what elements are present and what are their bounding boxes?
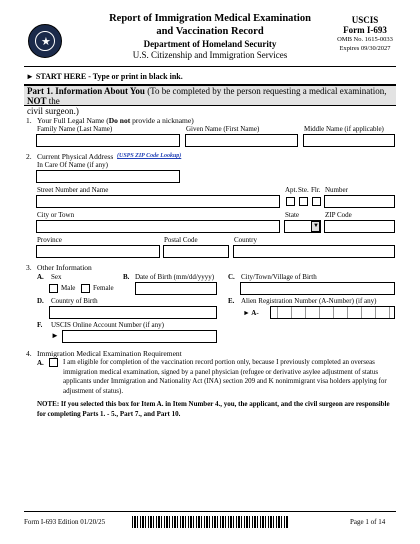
given-name-label: Given Name (First Name)	[186, 125, 260, 133]
vaccination-only-text: I am eligible for completion of the vaccination record portion only, because I previously completed an overseas immigration medical examination, signed by a panel physician (refugee or derivative asylee adjustment of status applicants under Immigration and Nationality Act (INA) section 209 and K nonimmigrant visa holders applying for adjustment of status).	[63, 358, 387, 395]
divider	[24, 66, 396, 67]
flr-checkbox[interactable]	[312, 197, 321, 206]
uscis-account-input[interactable]	[62, 330, 217, 343]
unit-number-input[interactable]	[324, 195, 395, 208]
digit-cell	[313, 307, 320, 319]
title-line-2: and Vaccination Record	[156, 26, 264, 37]
item3d-letter: D.	[37, 297, 44, 305]
a-number-label: Alien Registration Number (A-Number) (if any)	[241, 297, 377, 305]
postal-code-input[interactable]	[163, 245, 229, 258]
digit-cell	[383, 307, 390, 319]
dob-label: Date of Birth (mm/dd/yyyy)	[135, 273, 215, 281]
part1-not: NOT	[27, 96, 47, 106]
omb-number: OMB No. 1615-0033	[337, 36, 393, 43]
family-name-label: Family Name (Last Name)	[37, 125, 113, 133]
care-of-input[interactable]	[36, 170, 180, 183]
zip-label: ZIP Code	[325, 211, 352, 219]
item3e-letter: E.	[228, 297, 235, 305]
part1-desc-b: the	[48, 96, 60, 106]
agency-short: USCIS	[351, 15, 379, 25]
male-label: Male	[61, 284, 76, 292]
page-number: Page 1 of 14	[350, 518, 386, 526]
dhs-seal-icon: ★	[28, 24, 62, 58]
part1-label: Part 1.	[27, 86, 53, 96]
male-checkbox[interactable]	[49, 284, 58, 293]
city-label: City or Town	[37, 211, 75, 219]
ste-label: Ste.	[298, 186, 309, 194]
family-name-input[interactable]	[36, 134, 180, 147]
item3b-letter: B.	[123, 273, 130, 281]
form-edition: Form I-693 Edition 01/20/25	[24, 518, 106, 526]
country-of-birth-input[interactable]	[49, 306, 217, 319]
given-name-input[interactable]	[185, 134, 298, 147]
item1-label-bold: Do not	[108, 116, 131, 125]
care-of-label: In Care Of Name (if any)	[37, 161, 108, 169]
middle-name-label: Middle Name (if applicable)	[304, 125, 384, 133]
title-line-1: Report of Immigration Medical Examination	[109, 13, 311, 24]
ste-checkbox[interactable]	[299, 197, 308, 206]
part1-desc-c: civil surgeon.)	[27, 106, 79, 116]
female-checkbox[interactable]	[81, 284, 90, 293]
department-name: Department of Homeland Security	[143, 39, 277, 49]
exam-requirement-label: Immigration Medical Examination Requirement	[37, 349, 182, 358]
country-of-birth-label: Country of Birth	[51, 297, 98, 305]
apt-label: Apt.	[285, 186, 298, 194]
arrow-icon: ►	[51, 331, 59, 340]
item3a-letter: A.	[37, 273, 44, 281]
digit-cell	[327, 307, 334, 319]
postal-code-label: Postal Code	[164, 236, 198, 244]
a-number-prefix: ► A-	[243, 309, 259, 317]
dob-input[interactable]	[135, 282, 217, 295]
item1-number: 1.	[26, 116, 32, 125]
digit-cell	[299, 307, 306, 319]
female-label: Female	[93, 284, 114, 292]
usps-zip-lookup-link[interactable]: (USPS ZIP Code Lookup)	[117, 153, 182, 159]
part1-title: Information About You	[55, 86, 145, 96]
unit-number-label: Number	[325, 186, 348, 194]
province-label: Province	[37, 236, 62, 244]
item3f-letter: F.	[37, 321, 43, 329]
city-input[interactable]	[36, 220, 280, 233]
digit-cell	[271, 307, 278, 319]
flr-label: Flr.	[311, 186, 321, 194]
province-input[interactable]	[36, 245, 160, 258]
form-number: Form I-693	[343, 25, 387, 35]
item3c-letter: C.	[228, 273, 235, 281]
expiration-date: Expires 09/30/2027	[339, 45, 391, 52]
digit-cell	[369, 307, 376, 319]
a-number-input[interactable]	[270, 306, 395, 319]
middle-name-input[interactable]	[303, 134, 395, 147]
street-label: Street Number and Name	[37, 186, 109, 194]
chevron-down-icon[interactable]	[311, 221, 320, 232]
vaccination-only-checkbox[interactable]	[49, 358, 58, 367]
digit-cell	[341, 307, 348, 319]
address-label: Current Physical Address	[37, 152, 114, 161]
form-title	[95, 12, 325, 38]
digit-cell	[355, 307, 362, 319]
footer-divider	[24, 511, 396, 512]
item1-label-c: provide a nickname)	[130, 116, 194, 125]
uscis-account-label: USCIS Online Account Number (if any)	[51, 321, 164, 329]
digit-cell	[285, 307, 292, 319]
item4-number: 4.	[26, 349, 32, 358]
country-input[interactable]	[233, 245, 395, 258]
barcode-image	[132, 516, 288, 528]
start-here-instruction: ► START HERE - Type or print in black ink.	[26, 72, 183, 81]
part1-desc: (To be completed by the person requesting a medical examination,	[147, 86, 387, 96]
item2-number: 2.	[26, 152, 32, 161]
street-input[interactable]	[36, 195, 280, 208]
city-of-birth-input[interactable]	[240, 282, 395, 295]
item3-number: 3.	[26, 263, 32, 272]
country-label: Country	[234, 236, 257, 244]
item4-note: NOTE: If you selected this box for Item A. in Item Number 4., you, the applicant, and the civil surgeon are responsible for completing Parts 1. - 5., Part 7., and Part 10.	[37, 400, 390, 418]
apt-checkbox[interactable]	[286, 197, 295, 206]
part1-heading	[27, 86, 393, 116]
state-label: State	[285, 211, 299, 219]
item1-label	[37, 116, 194, 125]
zip-input[interactable]	[324, 220, 395, 233]
sex-label: Sex	[51, 273, 62, 281]
other-info-label: Other Information	[37, 263, 92, 272]
agency-name: U.S. Citizenship and Immigration Services	[132, 50, 288, 60]
item1-label-a: Your Full Legal Name (	[37, 116, 109, 125]
city-of-birth-label: City/Town/Village of Birth	[241, 273, 317, 281]
item4a-letter: A.	[37, 359, 44, 367]
